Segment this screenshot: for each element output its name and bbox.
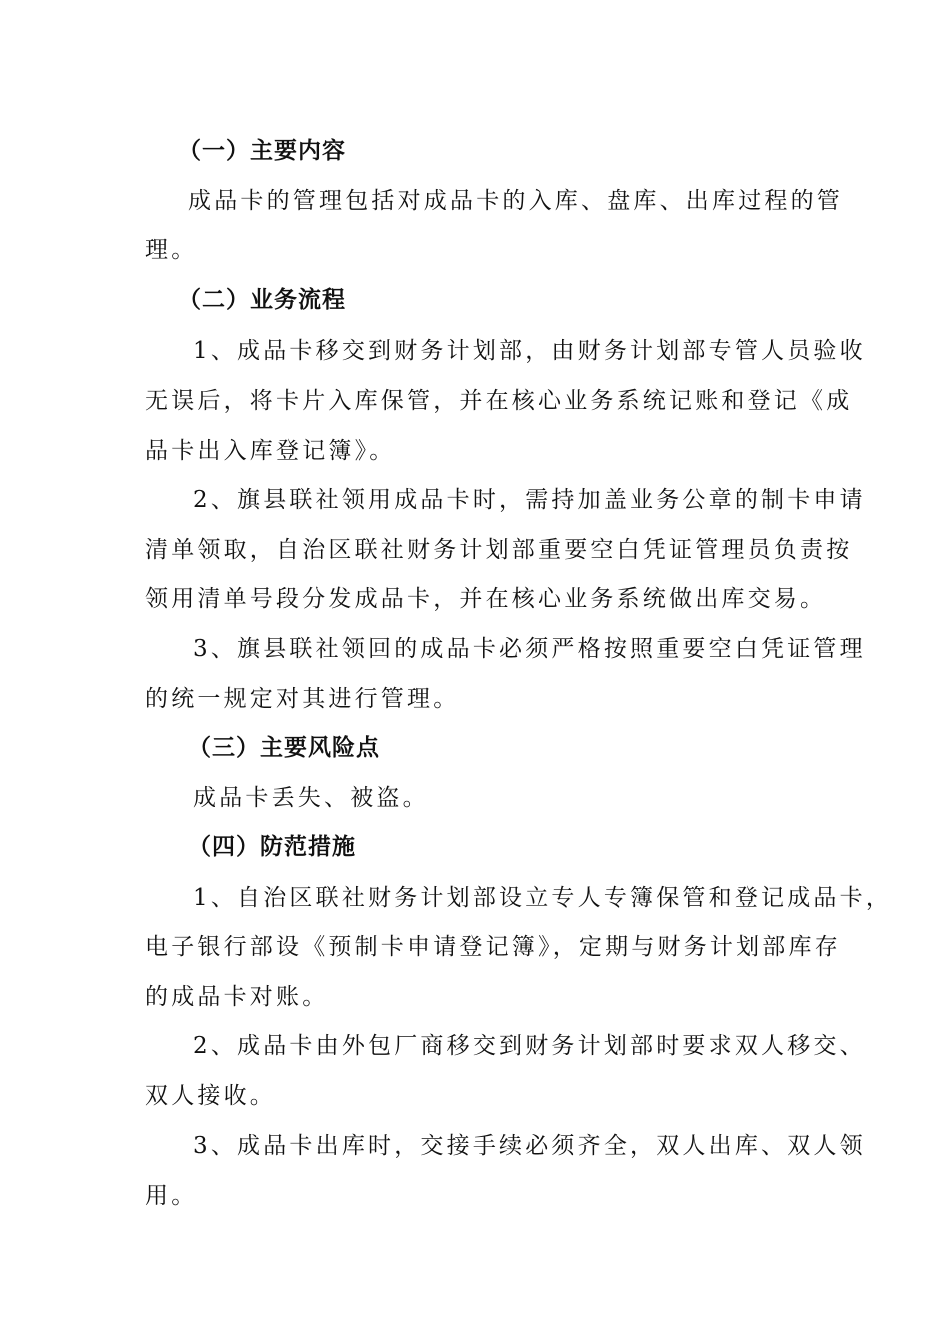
paragraph-line: 2、旗县联社领用成品卡时，需持加盖业务公章的制卡申请 (193, 487, 866, 513)
paragraph-line: 1、成品卡移交到财务计划部，由财务计划部专管人员验收 (193, 338, 866, 364)
section-heading: （二）业务流程 (178, 287, 346, 313)
paragraph-line: 1、自治区联社财务计划部设立专人专簿保管和登记成品卡， (193, 885, 893, 911)
paragraph-line: 双人接收。 (145, 1083, 276, 1109)
section-heading: （四）防范措施 (188, 834, 356, 860)
paragraph-line: 成品卡的管理包括对成品卡的入库、盘库、出库过程的管 (188, 188, 843, 214)
paragraph-line: 用。 (145, 1183, 198, 1209)
paragraph-line: 电子银行部设《预制卡申请登记簿》，定期与财务计划部库存 (145, 934, 841, 960)
paragraph-line: 领用清单号段分发成品卡，并在核心业务系统做出库交易。 (145, 586, 827, 612)
paragraph-line: 的统一规定对其进行管理。 (145, 686, 460, 712)
section-heading: （三）主要风险点 (188, 735, 380, 761)
paragraph-line: 3、成品卡出库时，交接手续必须齐全，双人出库、双人领 (193, 1133, 866, 1159)
paragraph-line: 无误后，将卡片入库保管，并在核心业务系统记账和登记《成 (145, 388, 853, 414)
section-heading: （一）主要内容 (178, 138, 346, 164)
paragraph-line: 成品卡丢失、被盗。 (193, 785, 429, 811)
paragraph-line: 清单领取，自治区联社财务计划部重要空白凭证管理员负责按 (145, 537, 853, 563)
paragraph-line: 理。 (145, 237, 198, 263)
paragraph-line: 的成品卡对账。 (145, 984, 329, 1010)
paragraph-line: 2、成品卡由外包厂商移交到财务计划部时要求双人移交、 (193, 1033, 866, 1059)
paragraph-line: 3、旗县联社领回的成品卡必须严格按照重要空白凭证管理 (193, 636, 866, 662)
paragraph-line: 品卡出入库登记簿》。 (145, 438, 396, 464)
